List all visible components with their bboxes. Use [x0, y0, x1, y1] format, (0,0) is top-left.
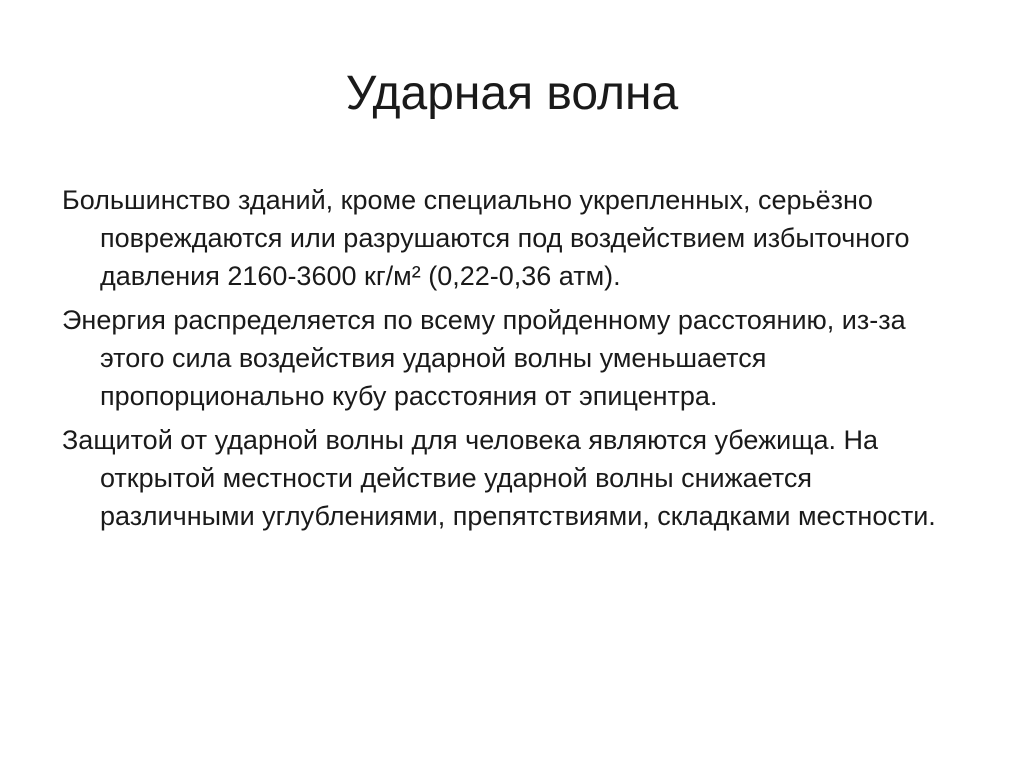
- slide-title: Ударная волна: [345, 67, 679, 120]
- body-paragraph-3: Защитой от ударной волны для человека являются убежища. На открытой местности действие ударной волны снижается различными углублениями, препятствиями, складками местности.: [62, 425, 936, 531]
- body-paragraph-2: Энергия распределяется по всему пройденному расстоянию, из-за этого сила воздействия ударной волны уменьшается пропорционально кубу расстояния от эпицентра.: [62, 305, 906, 411]
- body-paragraph-1: Большинство зданий, кроме специально укрепленных, серьёзно повреждаются или разрушаются под воздействием избыточного давления 2160-3600 кг/м² (0,22-0,36 атм).: [62, 185, 910, 291]
- slide-body: [62, 181, 962, 541]
